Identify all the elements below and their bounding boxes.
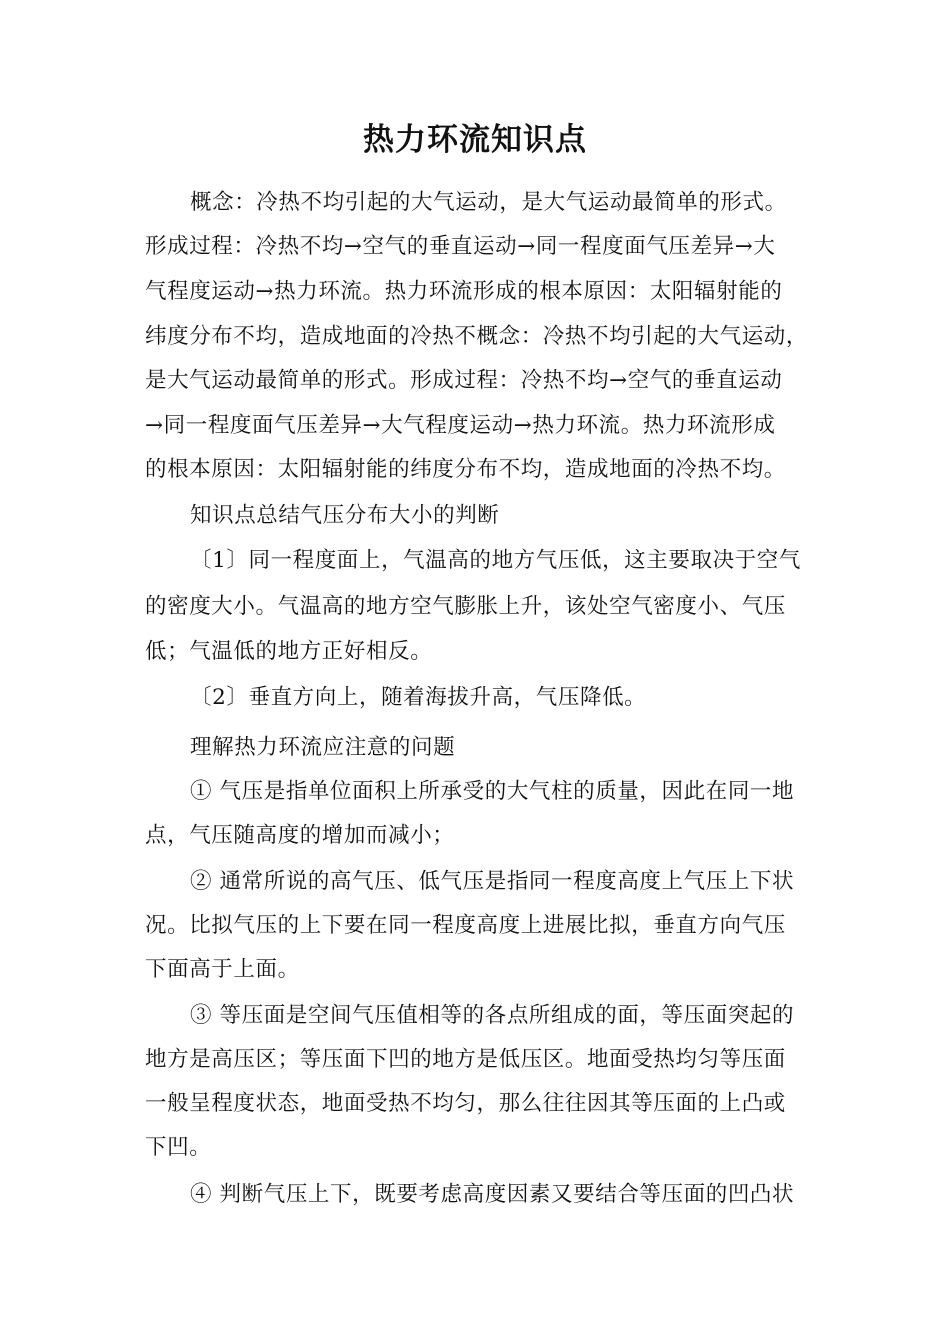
text-line-point-1: ① 气压是指单位面积上所承受的大气柱的质量，因此在同一地 <box>190 779 795 804</box>
text-line: 纬度分布不均，造成地面的冷热不概念：冷热不均引起的大气运动， <box>145 324 809 349</box>
text-line: 下凹。 <box>145 1135 212 1160</box>
text-line: 下面高于上面。 <box>145 957 300 982</box>
text-line-point-2: ② 通常所说的高气压、低气压是指同一程度高度上气压上下状 <box>190 869 795 894</box>
section-heading: 知识点总结气压分布大小的判断 <box>190 503 500 528</box>
text-line-concept: 概念：冷热不均引起的大气运动，是大气运动最简单的形式。 <box>190 190 787 215</box>
text-line: 的根本原因：太阳辐射能的纬度分布不均，造成地面的冷热不均。 <box>145 457 786 482</box>
text-line-item-2: 〔2〕垂直方向上，随着海拔升高，气压降低。 <box>190 685 647 710</box>
text-line-point-4: ④ 判断气压上下，既要考虑高度因素又要结合等压面的凹凸状 <box>190 1182 795 1207</box>
text-line: 一般呈程度状态，地面受热不均匀，那么往往因其等压面的上凸或 <box>145 1091 786 1116</box>
section-heading: 理解热力环流应注意的问题 <box>190 735 456 760</box>
text-line-point-3: ③ 等压面是空间气压值相等的各点所组成的面，等压面突起的 <box>190 1003 795 1028</box>
text-line: →同一程度面气压差异→大气程度运动→热力环流。热力环流形成 <box>145 413 776 438</box>
text-line: 况。比拟气压的上下要在同一程度高度上进展比拟，垂直方向气压 <box>145 913 786 938</box>
document-title: 热力环流知识点 <box>363 122 587 158</box>
text-line-item-1: 〔1〕同一程度面上，气温高的地方气压低，这主要取决于空气 <box>190 548 801 573</box>
text-line: 低；气温低的地方正好相反。 <box>145 639 433 664</box>
text-line: 气程度运动→热力环流。热力环流形成的根本原因：太阳辐射能的 <box>145 279 783 304</box>
text-line: 的密度大小。气温高的地方空气膨胀上升，该处空气密度小、气压 <box>145 594 786 619</box>
text-line: 形成过程：冷热不均→空气的垂直运动→同一程度面气压差异→大 <box>145 234 776 259</box>
text-line: 点，气压随高度的增加而减小； <box>145 823 455 848</box>
text-line: 是大气运动最简单的形式。形成过程：冷热不均→空气的垂直运动 <box>145 368 783 393</box>
text-line: 地方是高压区；等压面下凹的地方是低压区。地面受热均匀等压面 <box>145 1047 786 1072</box>
